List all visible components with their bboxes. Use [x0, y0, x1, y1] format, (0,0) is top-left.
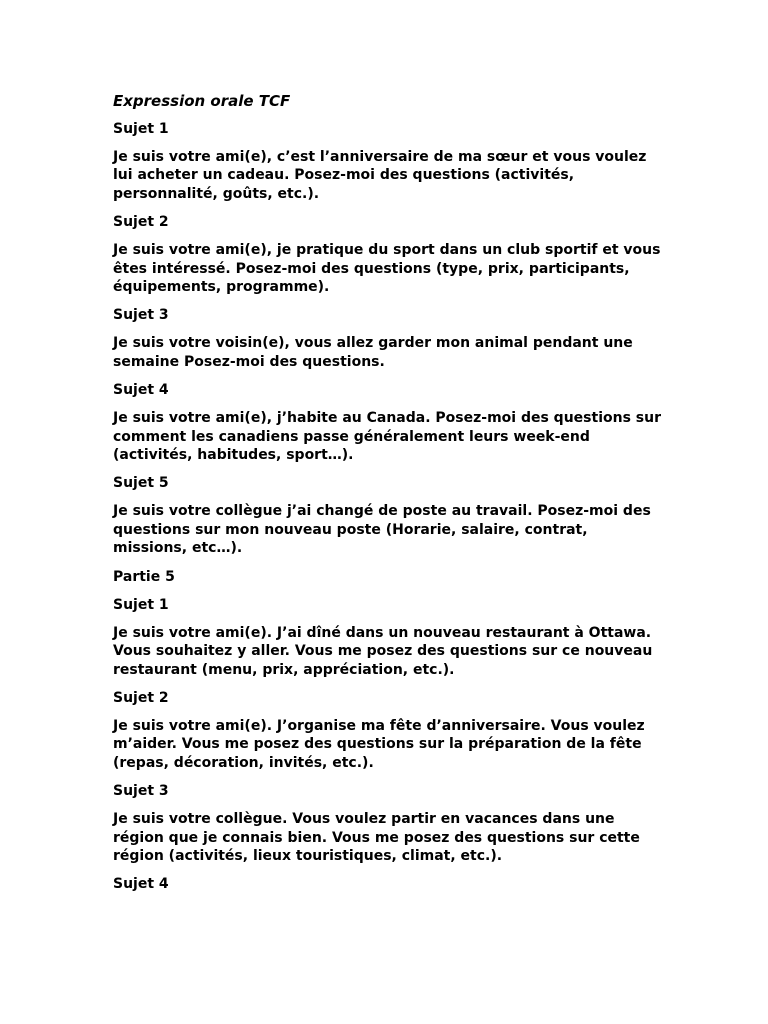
block-partie5-sujet-4	[113, 875, 673, 893]
paragraph-line: Je suis votre voisin(e), vous allez garder mon animal pendant une	[113, 335, 633, 352]
paragraph-line: (repas, décoration, invités, etc.).	[113, 754, 374, 771]
paragraph-line: Je suis votre collègue j’ai changé de poste au travail. Posez-moi des	[113, 503, 651, 520]
paragraph-line: région que je connais bien. Vous me posez des questions sur cette	[113, 829, 640, 846]
block-sujet-5	[113, 474, 673, 557]
block-partie-5	[113, 568, 673, 586]
paragraph-line: Je suis votre ami(e), je pratique du sport dans un club sportif et vous	[113, 242, 661, 259]
section-paragraph	[113, 148, 673, 203]
paragraph-line: Je suis votre collègue. Vous voulez partir en vacances dans une	[113, 811, 615, 828]
part-heading: Partie 5	[113, 568, 175, 585]
section-heading: Sujet 3	[113, 783, 169, 800]
section-heading: Sujet 5	[113, 475, 169, 492]
section-heading: Sujet 3	[113, 307, 169, 324]
section-paragraph	[113, 810, 673, 865]
document-page	[113, 91, 673, 903]
section-heading: Sujet 1	[113, 121, 169, 137]
section-heading: Sujet 4	[113, 382, 169, 399]
paragraph-line: Je suis votre ami(e), j’habite au Canada. Posez-moi des questions sur	[113, 410, 661, 427]
paragraph-line: équipements, programme).	[113, 279, 330, 296]
document-title: Expression orale TCF	[113, 92, 291, 110]
block-partie5-sujet-3	[113, 782, 673, 865]
section-paragraph	[113, 502, 673, 557]
section-paragraph	[113, 241, 673, 296]
paragraph-line: semaine Posez-moi des questions.	[113, 353, 385, 370]
section-paragraph	[113, 409, 673, 464]
paragraph-line: restaurant (menu, prix, appréciation, etc.).	[113, 661, 455, 678]
block-sujet-2	[113, 213, 673, 296]
paragraph-line: Je suis votre ami(e). J’ai dîné dans un nouveau restaurant à Ottawa.	[113, 624, 652, 641]
section-heading: Sujet 2	[113, 689, 169, 706]
section-paragraph	[113, 624, 673, 679]
paragraph-line: (activités, habitudes, sport…).	[113, 447, 354, 464]
block-sujet-1	[113, 120, 673, 203]
paragraph-line: questions sur mon nouveau poste (Horarie, salaire, contrat,	[113, 521, 588, 538]
block-sujet-4	[113, 381, 673, 464]
block-partie5-sujet-2	[113, 689, 673, 772]
block-partie5-sujet-1	[113, 596, 673, 679]
section-heading: Sujet 4	[113, 876, 169, 893]
paragraph-line: êtes intéressé. Posez-moi des questions (type, prix, participants,	[113, 260, 630, 277]
paragraph-line: Vous souhaitez y aller. Vous me posez des questions sur ce nouveau	[113, 643, 653, 660]
paragraph-line: missions, etc…).	[113, 540, 243, 557]
section-heading: Sujet 1	[113, 596, 169, 613]
section-paragraph	[113, 334, 673, 371]
paragraph-line: personnalité, goûts, etc.).	[113, 185, 320, 202]
paragraph-line: lui acheter un cadeau. Posez-moi des questions (activités,	[113, 167, 575, 184]
block-sujet-3	[113, 306, 673, 371]
section-paragraph	[113, 717, 673, 772]
section-heading: Sujet 2	[113, 214, 169, 231]
paragraph-line: Je suis votre ami(e), c’est l’anniversaire de ma sœur et vous voulez	[113, 149, 647, 165]
paragraph-line: Je suis votre ami(e). J’organise ma fête d’anniversaire. Vous voulez	[113, 717, 645, 734]
paragraph-line: région (activités, lieux touristiques, climat, etc.).	[113, 847, 503, 864]
paragraph-line: m’aider. Vous me posez des questions sur la préparation de la fête	[113, 736, 642, 753]
paragraph-line: comment les canadiens passe généralement leurs week-end	[113, 428, 590, 445]
